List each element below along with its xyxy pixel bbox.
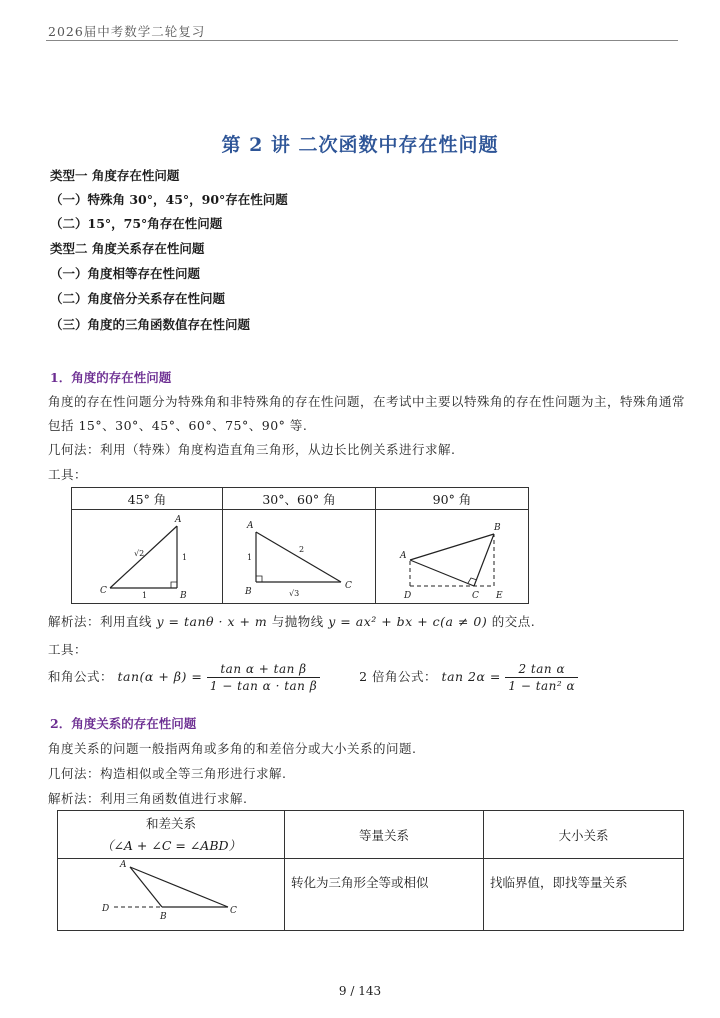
- cell-size-body: 找临界值，即找等量关系: [484, 859, 684, 931]
- section2-heading: 2．角度关系的存在性问题: [50, 716, 197, 731]
- page-header: 2026届中考数学二轮复习: [48, 24, 206, 39]
- toc-item-type2: 类型二 角度关系存在性问题: [50, 241, 205, 256]
- toc-item-2-1: （一）角度相等存在性问题: [50, 266, 201, 281]
- angle-sum-figure: [58, 859, 284, 927]
- page-number: 9 / 143: [338, 984, 382, 998]
- section2-line1: 角度关系的问题一般指两角或多角的和差倍分或大小关系的问题.: [48, 741, 417, 756]
- header-90: 90° 角: [376, 488, 529, 510]
- section1-tools2: 工具：: [48, 642, 88, 657]
- label-d: D: [404, 591, 412, 600]
- lecture-title: 第 2 讲 二次函数中存在性问题: [221, 134, 499, 156]
- toc-item-2-3: （三）角度的三角函数值存在性问题: [50, 317, 251, 332]
- label-base: 1: [142, 591, 148, 600]
- label-side: 1: [247, 553, 253, 562]
- label-c: C: [472, 591, 479, 600]
- label-c: C: [100, 586, 107, 596]
- label-hyp: √2: [134, 549, 145, 558]
- label-a: A: [120, 860, 127, 870]
- label-a: A: [400, 551, 407, 561]
- sum-denominator: 1 − tan α · tan β: [209, 679, 318, 693]
- toc-item-2-2: （二）角度倍分关系存在性问题: [50, 291, 226, 306]
- sum-diff-formula: （∠A + ∠C = ∠ABD）: [100, 837, 242, 853]
- double-formula-fraction: [505, 662, 578, 693]
- label-b: B: [160, 912, 167, 922]
- label-e: E: [496, 591, 503, 600]
- cell-45: [72, 510, 223, 604]
- label-c: C: [230, 906, 237, 916]
- label-side: 1: [182, 553, 188, 562]
- label-b: B: [245, 587, 252, 597]
- cell-90: [376, 510, 529, 604]
- sum-numerator: tan α + tan β: [207, 662, 320, 678]
- sum-formula-label: 和角公式：: [48, 669, 114, 684]
- toc-item-1-1: （一）特殊角 30°，45°，90°存在性问题: [50, 192, 288, 207]
- parabola-equation: y = ax² + bx + c(a ≠ 0): [328, 614, 488, 629]
- triangle-45-figure: [72, 510, 222, 600]
- right-angle-figure: [376, 510, 528, 600]
- label-b: B: [494, 523, 501, 533]
- toc-item-type1: 类型一 角度存在性问题: [50, 168, 180, 183]
- sum-diff-title: 和差关系: [145, 815, 196, 831]
- section1-line1: 角度的存在性问题分为特殊角和非特殊角的存在性问题，在考试中主要以特殊角的存在性问题为主，特殊角通常: [48, 394, 686, 409]
- line-equation: y = tanθ · x + m: [156, 614, 268, 629]
- section1-geometry: 几何法：利用（特殊）角度构造直角三角形，从边长比例关系进行求解.: [48, 442, 456, 457]
- cell-30-60: [223, 510, 376, 604]
- header-size: 大小关系: [484, 811, 684, 859]
- header-sum-diff: [58, 811, 285, 859]
- double-formula-lhs: tan 2α =: [441, 669, 501, 684]
- formula-line: [48, 662, 578, 693]
- section1-line2: 包括 15°、30°、45°、60°、75°、90° 等.: [48, 418, 308, 433]
- section2-geometry: 几何法：构造相似或全等三角形进行求解.: [48, 766, 287, 781]
- double-denominator: 1 − tan² α: [508, 679, 576, 693]
- header-30-60: 30°、60° 角: [223, 488, 376, 510]
- toc-item-1-2: （二）15°，75°角存在性问题: [50, 216, 223, 231]
- double-numerator: 2 tan α: [505, 662, 578, 678]
- header-divider: [46, 40, 678, 41]
- sum-formula-lhs: tan(α + β) =: [117, 669, 203, 684]
- sum-formula-fraction: [207, 662, 320, 693]
- special-angle-table: [71, 487, 529, 604]
- section1-heading: 1．角度的存在性问题: [50, 370, 172, 385]
- cell-sum-diff-figure: [58, 859, 285, 931]
- label-a: A: [175, 515, 182, 525]
- label-b: B: [180, 591, 187, 600]
- label-d: D: [102, 904, 110, 914]
- label-hyp: 2: [299, 545, 305, 554]
- angle-relation-table: [57, 810, 684, 931]
- header-equal: 等量关系: [285, 811, 484, 859]
- double-formula-label: 2 倍角公式：: [359, 669, 438, 684]
- analytic-suffix: 的交点.: [491, 614, 536, 629]
- label-base: √3: [289, 589, 300, 598]
- label-a: A: [247, 521, 254, 531]
- header-45: 45° 角: [72, 488, 223, 510]
- label-c: C: [345, 581, 352, 591]
- cell-equal-body: 转化为三角形全等或相似: [285, 859, 484, 931]
- analytic-method-line: [48, 612, 535, 630]
- triangle-30-60-figure: [223, 510, 375, 600]
- analytic-mid: 与抛物线: [271, 614, 324, 629]
- section2-analytic: 解析法：利用三角函数值进行求解.: [48, 791, 248, 806]
- section1-tools: 工具：: [48, 467, 88, 482]
- analytic-prefix: 解析法：利用直线: [48, 614, 153, 629]
